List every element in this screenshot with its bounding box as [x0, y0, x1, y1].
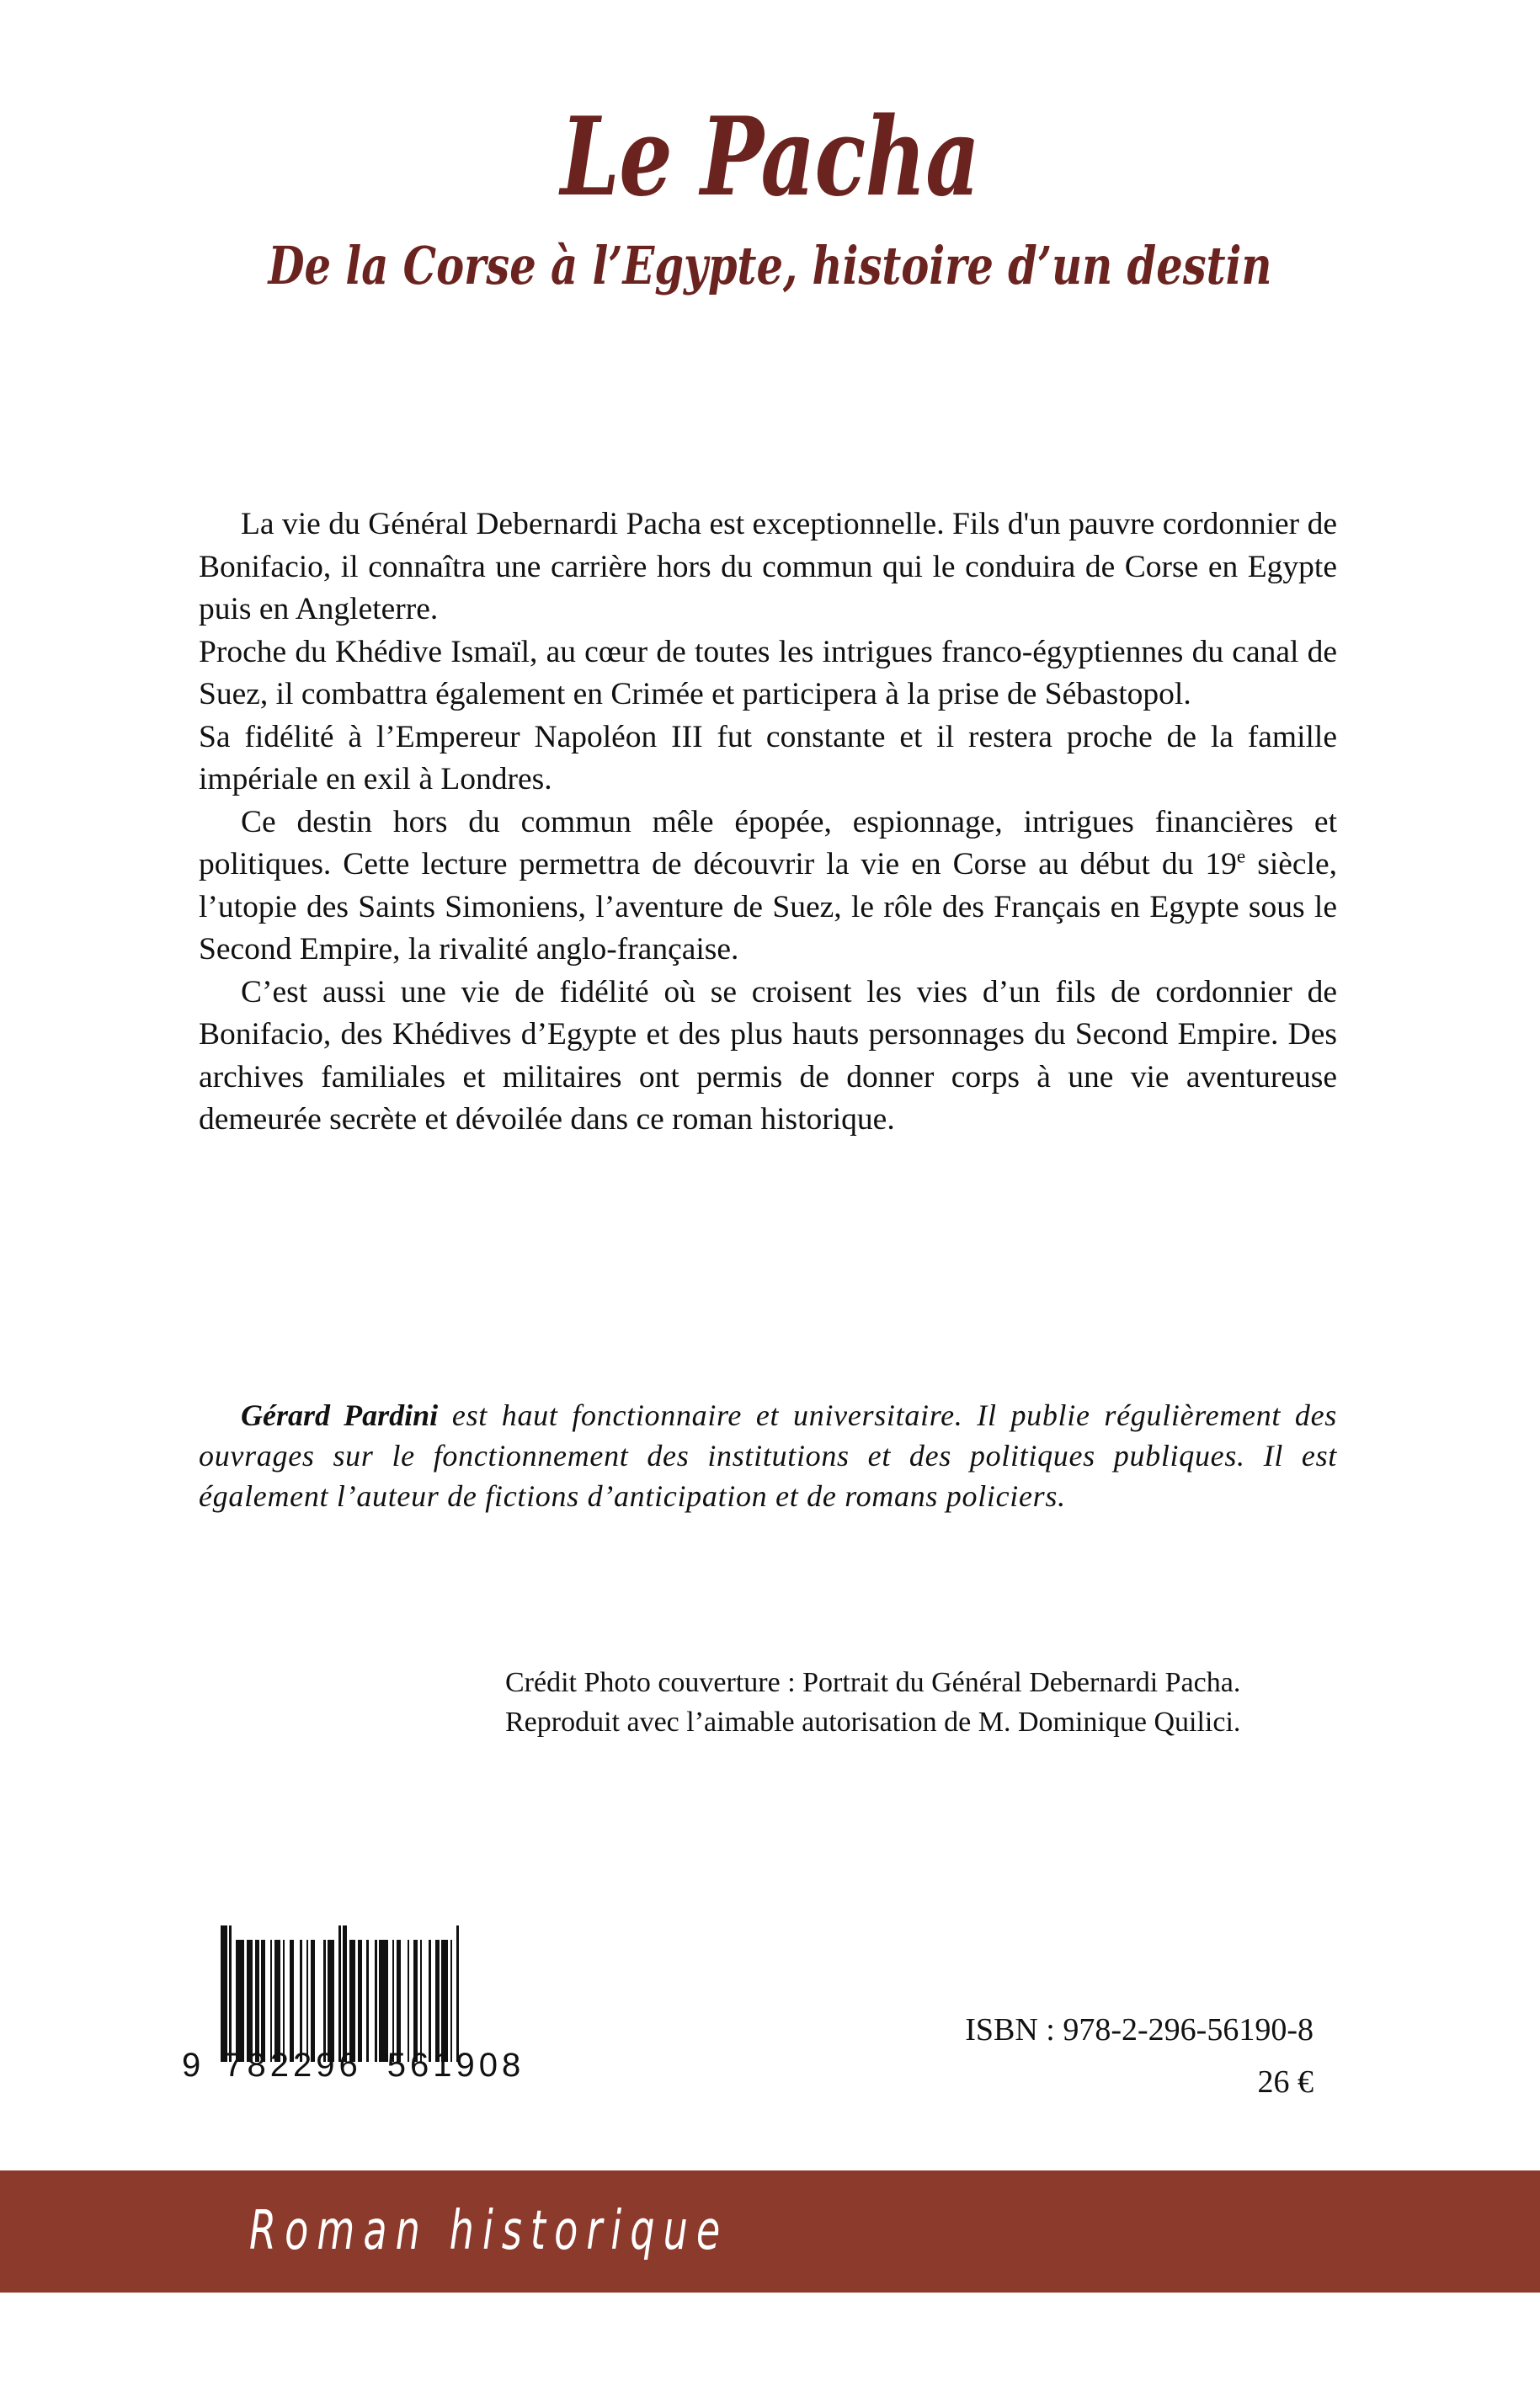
barcode-bar — [369, 1940, 376, 2062]
price-label: 26 € — [1257, 2064, 1314, 2100]
blurb-paragraph-4 — [199, 802, 1337, 972]
genre-banner-label: Roman historique — [249, 2200, 729, 2262]
barcode-bar — [247, 1940, 253, 2062]
page-subtitle: De la Corse à l’Egypte, histoire d’un destin — [268, 235, 1272, 297]
title-block — [0, 94, 1540, 297]
barcode-group-1: 782296 — [224, 2047, 362, 2084]
barcode-lead-digit: 9 — [182, 2047, 203, 2084]
photo-credit-line-2: Reproduit avec l’aimable autorisation de M. Dominique Quilici. — [505, 1707, 1241, 1738]
photo-credit — [505, 1663, 1347, 1742]
barcode-bar — [236, 1940, 244, 2062]
barcode-bar — [221, 1925, 227, 2062]
barcode-bar — [294, 1940, 301, 2062]
barcode-bar — [274, 1940, 281, 2062]
barcode-bar — [349, 1940, 356, 2062]
author-bio-text — [199, 1395, 1337, 1516]
barcode-bar — [315, 1940, 323, 2062]
barcode-bar — [328, 1940, 334, 2062]
back-cover-blurb — [199, 503, 1337, 1142]
isbn-block — [758, 2004, 1314, 2108]
blurb-paragraph-4-part-a: Ce destin hors du commun mêle épopée, espionnage, intrigues financières et politiques. Cette lecture permettra de découvrir la vie en Corse au début du 19 — [199, 804, 1337, 881]
author-bio-body: est haut fonctionnaire et universitaire. Il publie régulièrement des ouvrages sur le fonctionnement des institutions et des politiques publiques. Il est également l’auteur de fictions d’anticipation et de romans policiers. — [199, 1398, 1337, 1513]
barcode-bar — [441, 1940, 448, 2062]
author-name: Gérard Pardini — [241, 1398, 439, 1432]
barcode-bar — [422, 1940, 429, 2062]
blurb-paragraph-5: C’est aussi une vie de fidélité où se croisent les vies d’un fils de cordonnier de Bonifacio, des Khédives d’Egypte et des plus hauts personnages du Second Empire. Des archives familiales et militaires ont permis de donner corps à une vie aventureuse demeurée secrète et dévoilée dans ce roman historique. — [199, 974, 1337, 1137]
barcode-bar — [459, 1925, 463, 2062]
century-superscript: e — [1236, 845, 1246, 868]
barcode-digits — [182, 2047, 536, 2085]
barcode-group-2: 561908 — [386, 2047, 525, 2084]
blurb-paragraph-3: Sa fidélité à l’Empereur Napoléon III fut constante et il restera proche de la famille impériale en exil à Londres. — [199, 719, 1337, 796]
isbn-label: ISBN : 978-2-296-56190-8 — [965, 2012, 1314, 2048]
photo-credit-line-1: Crédit Photo couverture : Portrait du Général Debernardi Pacha. — [505, 1667, 1241, 1698]
blurb-paragraph-2: Proche du Khédive Ismaïl, au cœur de toutes les intrigues franco-égyptiennes du canal de Suez, il combattra également en Crimée et participera à la prise de Sébastopol. — [199, 634, 1337, 711]
blurb-paragraph-1: La vie du Général Debernardi Pacha est exceptionnelle. Fils d'un pauvre cordonnier de Bonifacio, il connaîtra une carrière hors du commun qui le conduira de Corse en Egypte puis en Angleterre. — [199, 507, 1337, 626]
barcode-bar — [401, 1940, 408, 2062]
barcode-bars — [221, 1940, 536, 2062]
barcode — [182, 1940, 536, 2085]
blurb-paragraph-4-part-b: siècle, l’utopie des Saints Simoniens, l’aventure de Suez, le rôle des Français en Egypte sous le Second Empire, la rivalité anglo-française. — [199, 847, 1337, 967]
page-title: Le Pacha — [560, 94, 980, 221]
barcode-bar — [379, 1940, 387, 2062]
genre-banner — [0, 2170, 1540, 2293]
author-bio — [199, 1395, 1337, 1516]
